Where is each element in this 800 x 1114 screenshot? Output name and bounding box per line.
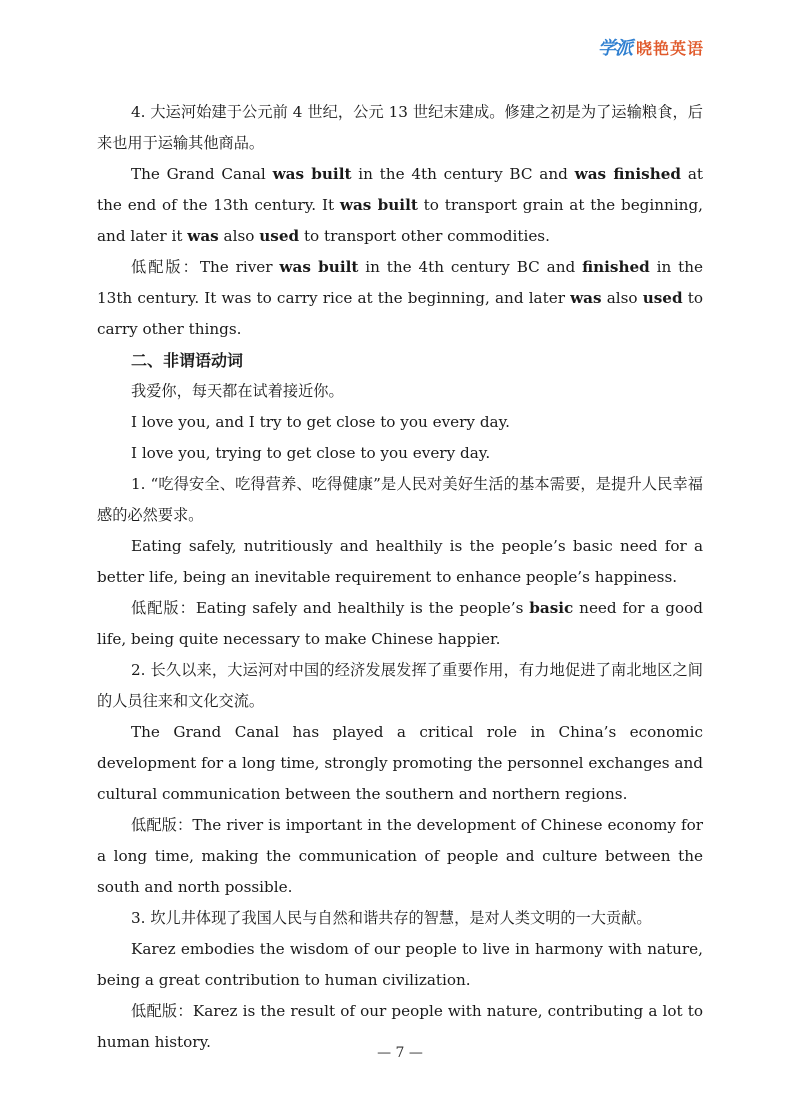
s2-chinese: 2. 长久以来，大运河对中国的经济发展发挥了重要作用，有力地促进了南北地区之间的人员往来和文化交流。: [97, 661, 703, 710]
s3-english: Karez embodies the wisdom of our people to live in harmony with nature, being a great contribution to human civilization.: [97, 940, 703, 989]
s2-english: The Grand Canal has played a critical role in China’s economic development for a long time, strongly promoting the personnel exchanges and cultural communication between the southern and northern regions.: [97, 723, 703, 803]
publisher-logo: [598, 34, 704, 60]
page-content: [97, 97, 703, 1058]
s1-english: Eating safely, nutritiously and healthily is the people’s basic need for a better life, being an inevitable requirement to enhance people’s happiness.: [97, 537, 703, 586]
s3-chinese: 3. 坎儿井体现了我国人民与自然和谐共存的智慧，是对人类文明的一大贡献。: [131, 909, 652, 927]
s4-low-version: 低配版：The river was built in the 4th century BC and finished in the 13th century. It was to carry rice at the beginning, and later was also used to carry other things.: [97, 258, 704, 338]
s1-chinese: 1. “吃得安全、吃得营养、吃得健康”是人民对美好生活的基本需要，是提升人民幸福感的必然要求。: [97, 475, 703, 524]
example-english-2: I love you, trying to get close to you every day.: [131, 444, 491, 462]
s1-low-version: 低配版：Eating safely and healthily is the people’s basic need for a good life, being quite necessary to make Chinese happier.: [97, 599, 704, 648]
logo-mark: 学派: [597, 38, 632, 59]
s2-low-version: 低配版：The river is important in the development of Chinese economy for a long time, making the communication of people and culture between the south and north possible.: [97, 816, 703, 896]
section-heading: 二、非谓语动词: [131, 351, 244, 370]
s4-chinese: 4. 大运河始建于公元前 4 世纪，公元 13 世纪末建成。修建之初是为了运输粮食，后来也用于运输其他商品。: [97, 103, 703, 152]
logo-text: 晓艳英语: [635, 38, 704, 58]
page-number: — 7 —: [377, 1045, 423, 1061]
s3-low-version: 低配版：Karez is the result of our people with nature, contributing a lot to human history.: [97, 1002, 703, 1051]
example-english-1: I love you, and I try to get close to you every day.: [131, 413, 510, 431]
s4-english: The Grand Canal was built in the 4th century BC and was finished at the end of the 13th century. It was built to transport grain at the beginning, and later it was also used to transport other commodities.: [97, 165, 704, 245]
example-chinese: 我爱你，每天都在试着接近你。: [131, 382, 344, 400]
